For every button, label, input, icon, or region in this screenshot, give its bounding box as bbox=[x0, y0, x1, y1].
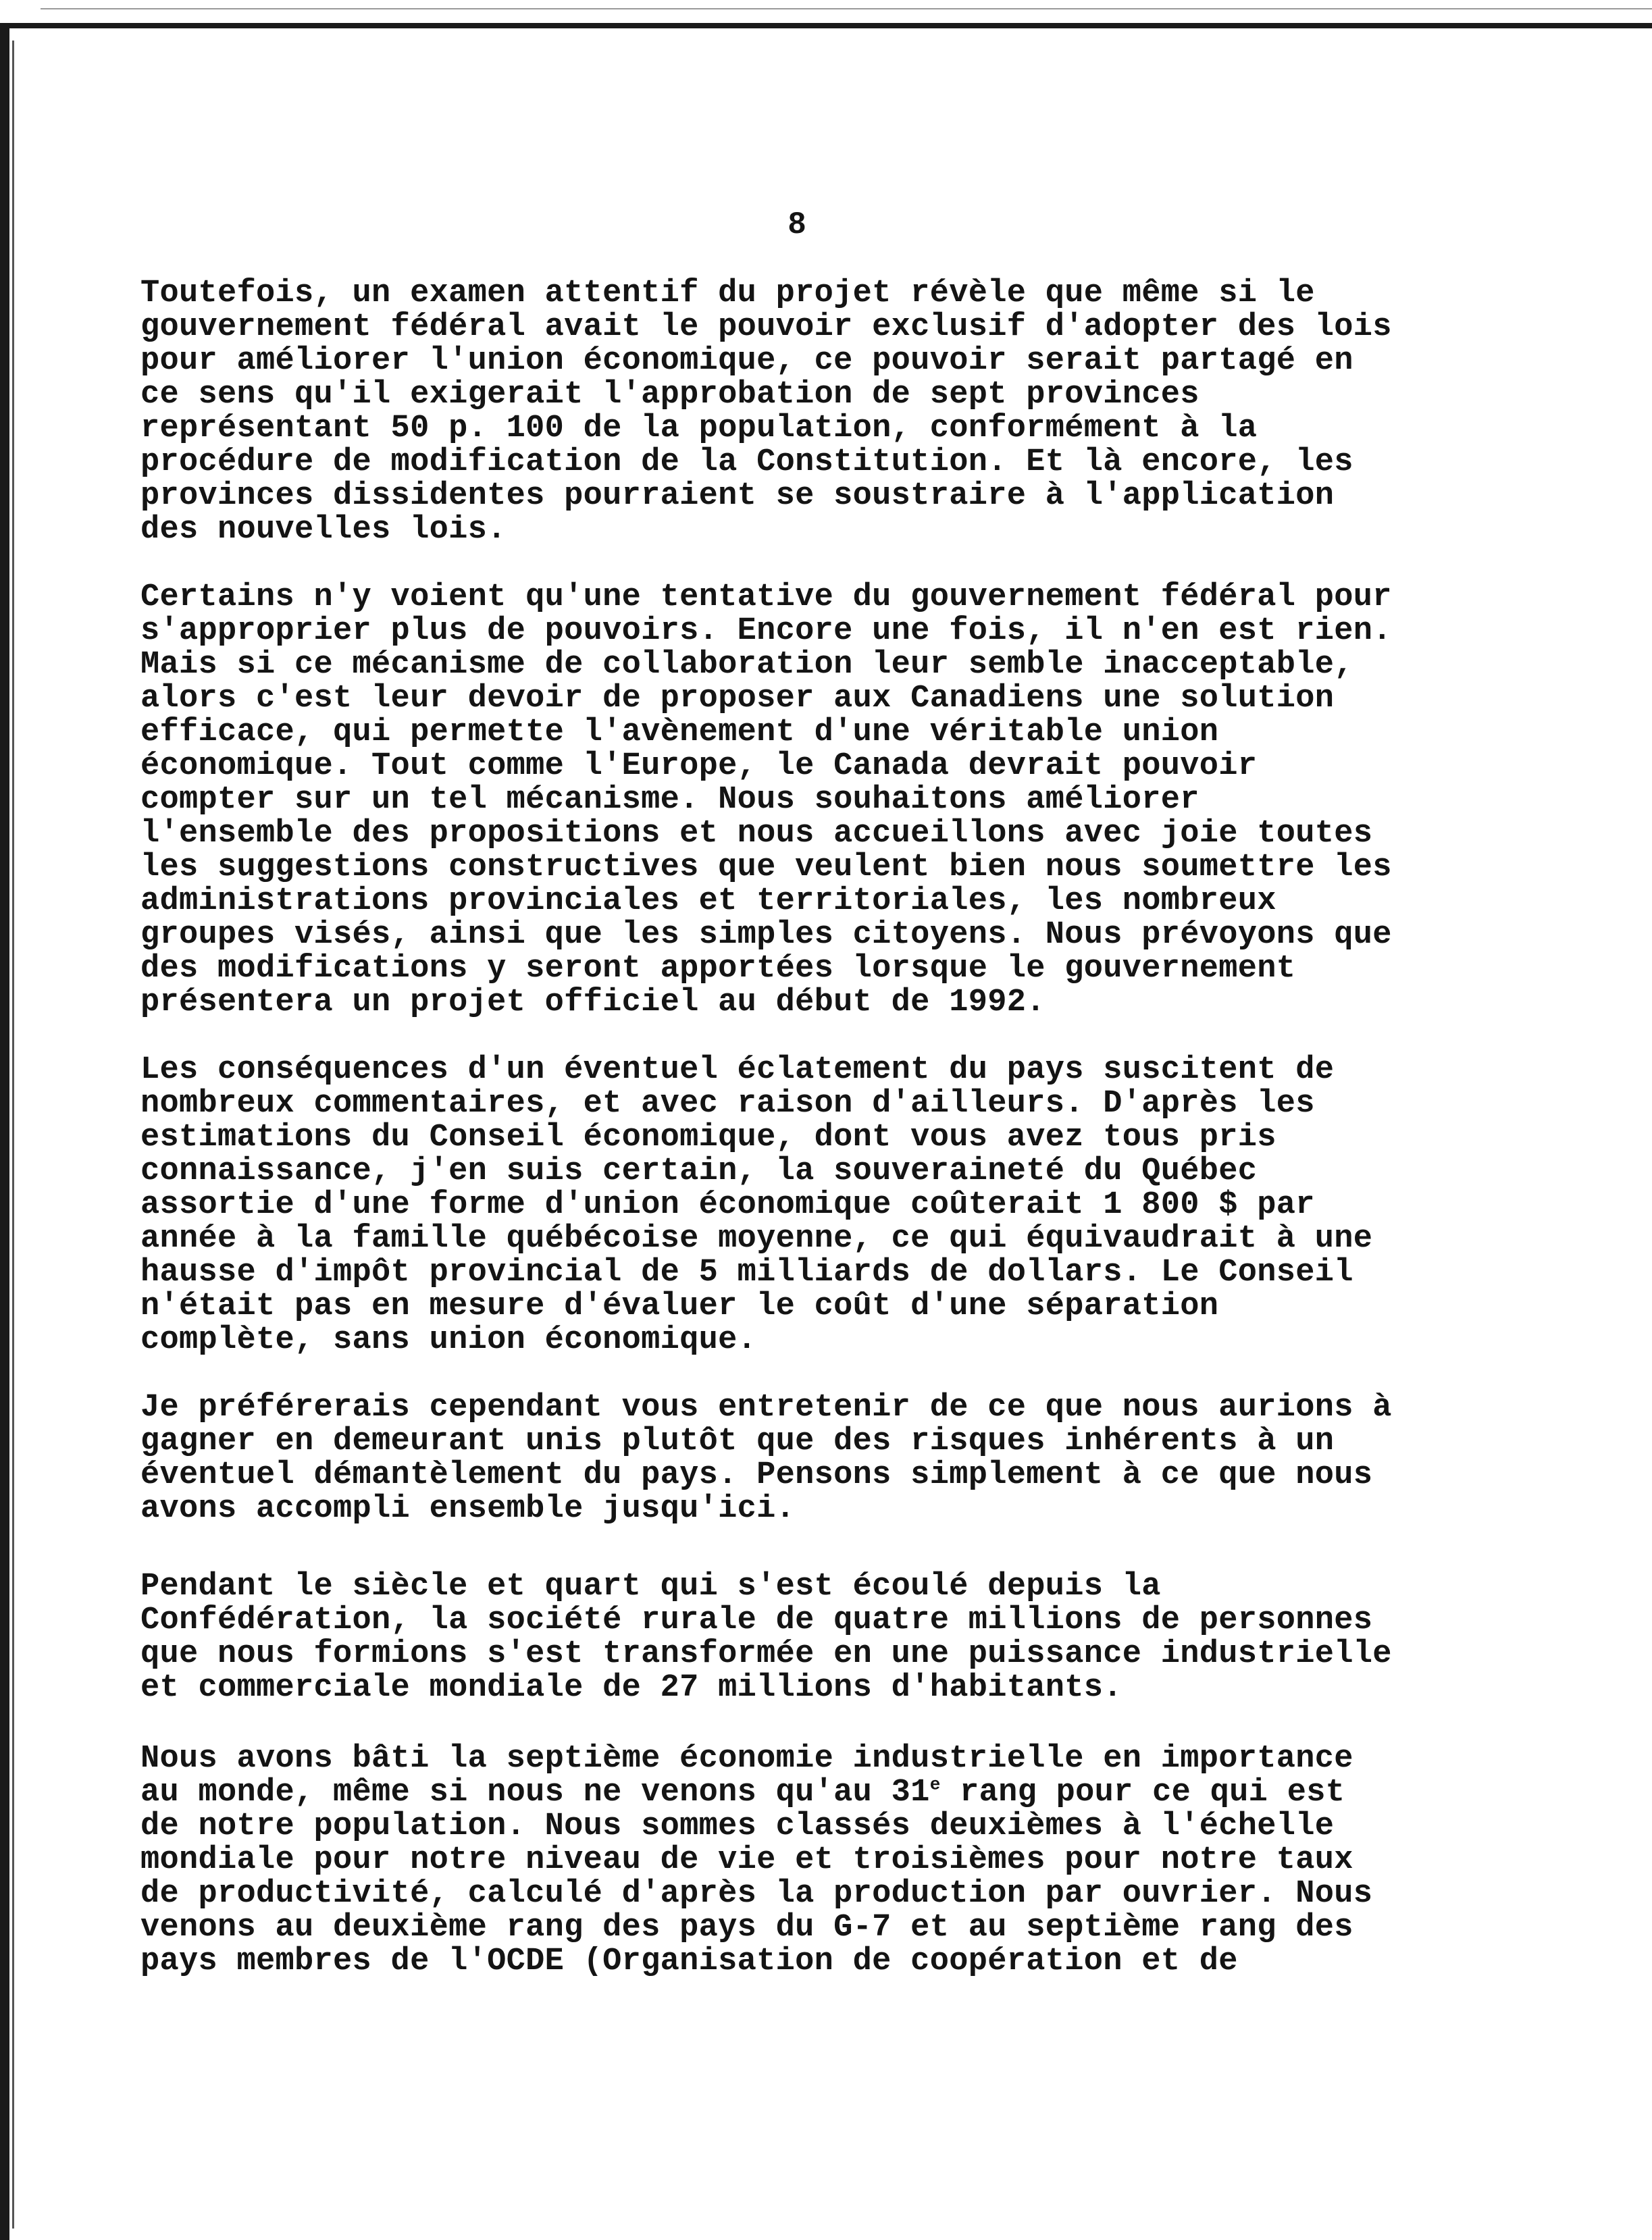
paragraph-4 bbox=[140, 1391, 1532, 1526]
text-line: estimations du Conseil économique, dont vous avez tous pris bbox=[140, 1120, 1276, 1155]
text-line: groupes visés, ainsi que les simples citoyens. Nous prévoyons que bbox=[140, 917, 1392, 953]
page-number: 8 bbox=[788, 207, 806, 242]
text-line: Certains n'y voient qu'une tentative du gouvernement fédéral pour bbox=[140, 579, 1392, 615]
text-line: s'approprier plus de pouvoirs. Encore une fois, il n'en est rien. bbox=[140, 613, 1392, 649]
scan-left-shadow bbox=[12, 41, 14, 2229]
text-line: hausse d'impôt provincial de 5 milliards de dollars. Le Conseil bbox=[140, 1255, 1353, 1291]
text-line: assortie d'une forme d'union économique coûterait 1 800 $ par bbox=[140, 1187, 1315, 1223]
text-line: complète, sans union économique. bbox=[140, 1322, 757, 1358]
text-line: Les conséquences d'un éventuel éclatement du pays suscitent de bbox=[140, 1052, 1335, 1088]
paragraph-5 bbox=[140, 1570, 1532, 1705]
text-line: nombreux commentaires, et avec raison d'ailleurs. D'après les bbox=[140, 1086, 1315, 1122]
text-line: représentant 50 p. 100 de la population, conformément à la bbox=[140, 411, 1258, 446]
text-line: économique. Tout comme l'Europe, le Canada devrait pouvoir bbox=[140, 748, 1258, 784]
text-line: provinces dissidentes pourraient se soustraire à l'application bbox=[140, 478, 1335, 514]
text-line: ce sens qu'il exigerait l'approbation de sept provinces bbox=[140, 377, 1199, 413]
text-line: gagner en demeurant unis plutôt que des risques inhérents à un bbox=[140, 1424, 1335, 1459]
paragraph-2 bbox=[140, 581, 1532, 1020]
scan-left-border bbox=[0, 23, 9, 2240]
text-line: Pendant le siècle et quart qui s'est écoulé depuis la bbox=[140, 1569, 1161, 1605]
paragraph-3 bbox=[140, 1053, 1532, 1357]
text-line: alors c'est leur devoir de proposer aux Canadiens une solution bbox=[140, 681, 1335, 717]
text-line: connaissance, j'en suis certain, la souveraineté du Québec bbox=[140, 1153, 1258, 1189]
text-line: avons accompli ensemble jusqu'ici. bbox=[140, 1491, 796, 1527]
text-line: venons au deuxième rang des pays du G-7 et au septième rang des bbox=[140, 1910, 1353, 1946]
text-line: mondiale pour notre niveau de vie et troisièmes pour notre taux bbox=[140, 1842, 1353, 1878]
text-line: éventuel démantèlement du pays. Pensons simplement à ce que nous bbox=[140, 1457, 1373, 1493]
text-line: les suggestions constructives que veulent bien nous soumettre les bbox=[140, 850, 1392, 885]
text-line: pour améliorer l'union économique, ce pouvoir serait partagé en bbox=[140, 343, 1353, 379]
paragraph-1 bbox=[140, 277, 1532, 547]
text-line: de productivité, calculé d'après la production par ouvrier. Nous bbox=[140, 1876, 1373, 1912]
text-line: Nous avons bâti la septième économie industrielle en importance bbox=[140, 1741, 1353, 1777]
text-line: présentera un projet officiel au début de 1992. bbox=[140, 985, 1046, 1020]
ordinal-superscript: e bbox=[929, 1774, 941, 1795]
text-line: n'était pas en mesure d'évaluer le coût d'une séparation bbox=[140, 1288, 1219, 1324]
scan-top-edge-faint bbox=[41, 8, 1652, 9]
text-line: efficace, qui permette l'avènement d'une véritable union bbox=[140, 714, 1219, 750]
text-line: l'ensemble des propositions et nous accueillons avec joie toutes bbox=[140, 816, 1373, 852]
text-line: Je préférerais cependant vous entretenir de ce que nous aurions à bbox=[140, 1390, 1392, 1426]
text-line: Mais si ce mécanisme de collaboration leur semble inacceptable, bbox=[140, 647, 1353, 683]
text-line: administrations provinciales et territoriales, les nombreux bbox=[140, 883, 1276, 919]
text-line: compter sur un tel mécanisme. Nous souhaitons améliorer bbox=[140, 782, 1199, 818]
text-segment: au monde, même si nous ne venons qu'au 31 bbox=[140, 1775, 930, 1811]
text-line: que nous formions s'est transformée en une puissance industrielle bbox=[140, 1636, 1392, 1672]
text-line: année à la famille québécoise moyenne, ce qui équivaudrait à une bbox=[140, 1221, 1373, 1257]
paragraph-6 bbox=[140, 1742, 1532, 1979]
text-segment: rang pour ce qui est bbox=[940, 1775, 1345, 1811]
text-line: Confédération, la société rurale de quatre millions de personnes bbox=[140, 1603, 1373, 1638]
text-line: Toutefois, un examen attentif du projet révèle que même si le bbox=[140, 276, 1315, 311]
text-line: gouvernement fédéral avait le pouvoir exclusif d'adopter des lois bbox=[140, 309, 1392, 345]
scan-top-border bbox=[0, 23, 1652, 28]
text-line: des modifications y seront apportées lorsque le gouvernement bbox=[140, 951, 1296, 987]
text-line: et commerciale mondiale de 27 millions d'habitants. bbox=[140, 1670, 1122, 1706]
text-line-with-superscript bbox=[140, 1776, 1532, 1810]
text-line: procédure de modification de la Constitution. Et là encore, les bbox=[140, 444, 1353, 480]
text-line: pays membres de l'OCDE (Organisation de coopération et de bbox=[140, 1944, 1238, 1979]
text-line: des nouvelles lois. bbox=[140, 512, 507, 548]
text-line: de notre population. Nous sommes classés deuxièmes à l'échelle bbox=[140, 1808, 1335, 1844]
